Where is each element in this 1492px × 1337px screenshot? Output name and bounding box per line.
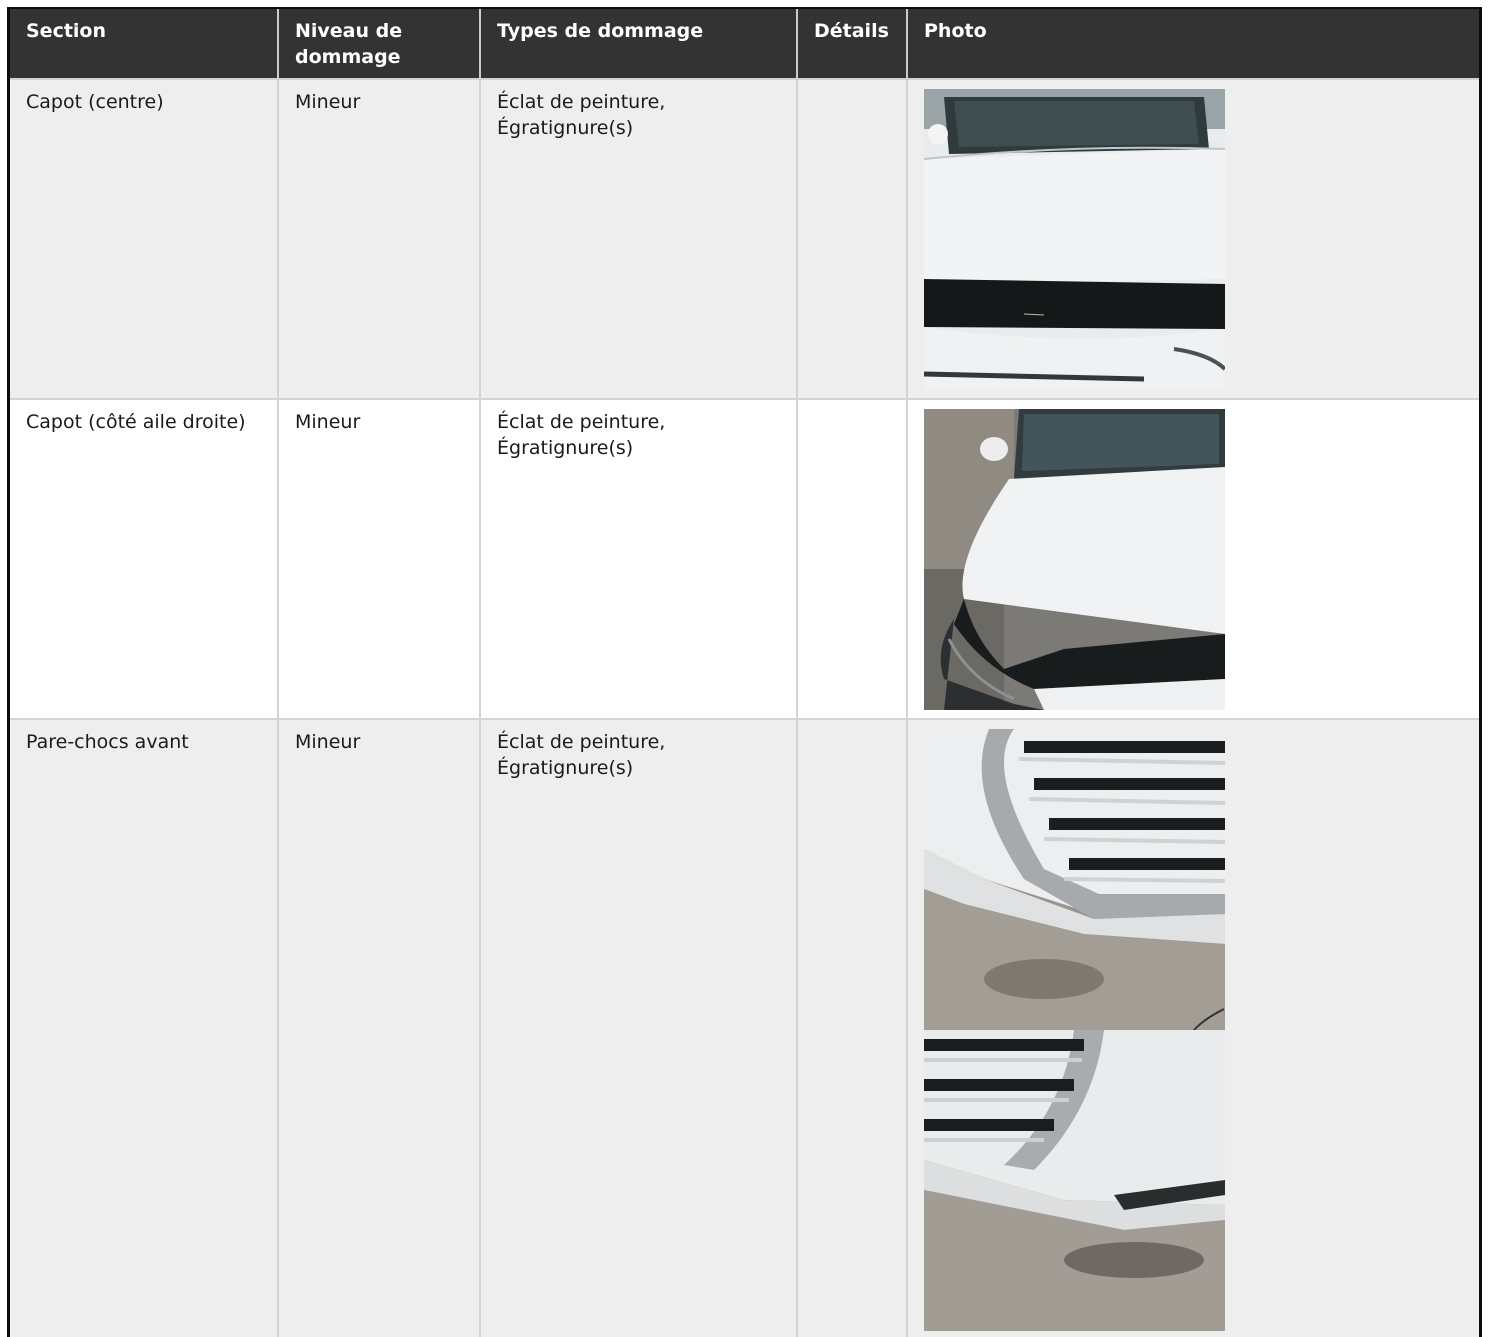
- cell-types: Éclat de peinture, Égratignure(s): [480, 399, 797, 719]
- header-photo: Photo: [907, 9, 1479, 79]
- cell-photo: [907, 399, 1479, 719]
- table-row: [10, 79, 1479, 399]
- cell-types: Éclat de peinture, Égratignure(s): [480, 719, 797, 1337]
- cell-level: Mineur: [278, 399, 480, 719]
- cell-details: [797, 399, 907, 719]
- cell-photo: [907, 719, 1479, 1337]
- table-row: [10, 719, 1479, 1337]
- header-types: Types de dommage: [480, 9, 797, 79]
- cell-section: Capot (centre): [10, 79, 278, 399]
- front-bumper-right-photo[interactable]: [924, 1030, 1225, 1331]
- cell-types: Éclat de peinture, Égratignure(s): [480, 79, 797, 399]
- damage-table: [10, 9, 1479, 1337]
- hood-right-fender-photo[interactable]: [924, 409, 1225, 710]
- table-header-row: [10, 9, 1479, 79]
- cell-photo: [907, 79, 1479, 399]
- cell-section: Capot (côté aile droite): [10, 399, 278, 719]
- cell-level: Mineur: [278, 79, 480, 399]
- cell-details: [797, 79, 907, 399]
- front-bumper-left-photo[interactable]: [924, 729, 1225, 1030]
- cell-level: Mineur: [278, 719, 480, 1337]
- hood-center-photo[interactable]: [924, 89, 1225, 390]
- cell-details: [797, 719, 907, 1337]
- header-level: Niveau de dommage: [278, 9, 480, 79]
- damage-report: [7, 7, 1482, 1337]
- cell-section: Pare-chocs avant: [10, 719, 278, 1337]
- table-row: [10, 399, 1479, 719]
- header-section: Section: [10, 9, 278, 79]
- header-details: Détails: [797, 9, 907, 79]
